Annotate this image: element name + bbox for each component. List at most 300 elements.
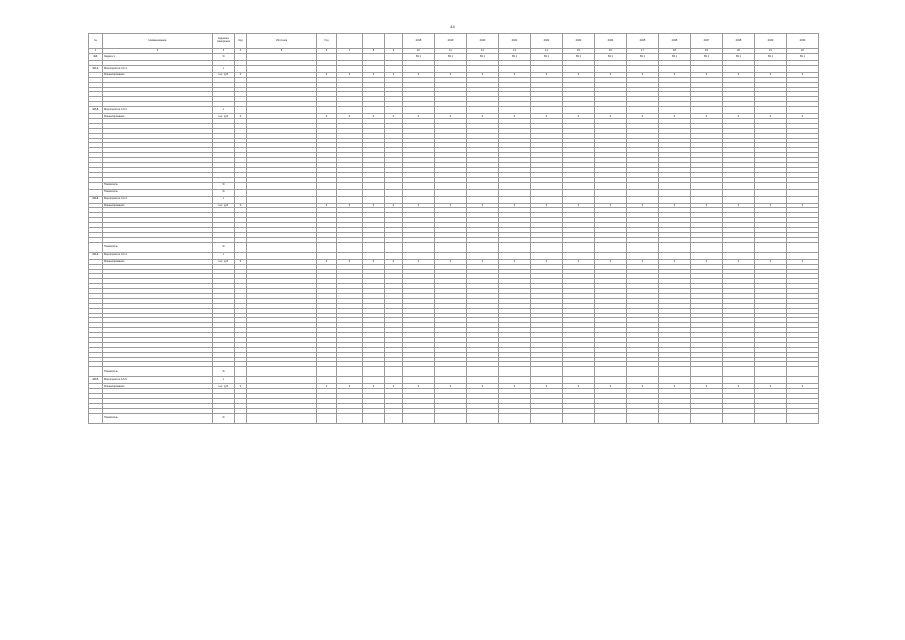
table-cell xyxy=(435,189,467,196)
table-cell: % xyxy=(213,182,235,189)
table-cell xyxy=(467,413,499,423)
table-cell xyxy=(723,65,755,72)
table-cell xyxy=(563,367,595,377)
table-cell: 0 xyxy=(337,114,363,119)
table-cell: 0 xyxy=(235,259,247,264)
table-cell: 0 xyxy=(531,114,563,119)
table-cell: 0 xyxy=(235,72,247,77)
table-cell: х xyxy=(213,252,235,259)
table-cell: 0 xyxy=(435,203,467,208)
table-cell: 4.6.3. xyxy=(89,196,103,203)
table-cell xyxy=(235,196,247,203)
table-cell xyxy=(385,65,403,72)
table-cell xyxy=(247,377,317,384)
table-cell xyxy=(723,189,755,196)
column-header: 2021 xyxy=(499,34,531,49)
table-cell xyxy=(467,242,499,252)
table-cell xyxy=(363,65,385,72)
table-cell xyxy=(235,65,247,72)
column-header: 2018 xyxy=(403,34,435,49)
table-cell xyxy=(691,252,723,259)
table-cell xyxy=(563,252,595,259)
table-cell xyxy=(659,189,691,196)
table-cell xyxy=(403,252,435,259)
table-cell: 0 xyxy=(385,384,403,389)
table-cell xyxy=(787,107,819,114)
table-cell: 0 xyxy=(467,114,499,119)
table-cell: 0 xyxy=(691,259,723,264)
table-cell xyxy=(627,107,659,114)
table-cell xyxy=(89,242,103,252)
table-cell: 0 xyxy=(595,384,627,389)
table-cell: 0 xyxy=(595,203,627,208)
table-cell xyxy=(403,377,435,384)
table-cell xyxy=(403,196,435,203)
page-number: 44 xyxy=(450,24,455,29)
table-cell xyxy=(787,182,819,189)
table-cell xyxy=(403,107,435,114)
table-cell xyxy=(337,367,363,377)
table-cell: 0 xyxy=(317,384,337,389)
table-cell xyxy=(317,413,337,423)
column-number: 8 xyxy=(363,49,385,54)
table-cell: 0 xyxy=(317,114,337,119)
table-cell xyxy=(755,242,787,252)
table-cell xyxy=(363,54,385,61)
table-cell xyxy=(659,367,691,377)
table-cell xyxy=(531,377,563,384)
table-cell xyxy=(435,367,467,377)
table-cell xyxy=(755,182,787,189)
table-row xyxy=(89,182,819,189)
table-row xyxy=(89,242,819,252)
table-cell xyxy=(363,196,385,203)
table-cell xyxy=(563,182,595,189)
table-cell: Задача 1 xyxy=(103,54,213,61)
table-cell xyxy=(787,65,819,72)
table-cell xyxy=(595,196,627,203)
table-cell xyxy=(787,189,819,196)
table-cell xyxy=(755,377,787,384)
table-cell: 0 xyxy=(235,203,247,208)
table-cell xyxy=(563,196,595,203)
table-cell: 0 xyxy=(467,259,499,264)
column-number: 1 xyxy=(89,49,103,54)
table-cell: Показатель xyxy=(103,367,213,377)
table-cell xyxy=(337,242,363,252)
table-cell xyxy=(317,189,337,196)
table-row xyxy=(89,65,819,72)
table-cell xyxy=(659,242,691,252)
table-cell xyxy=(363,189,385,196)
table-cell xyxy=(363,242,385,252)
column-header: 2019 xyxy=(435,34,467,49)
table-cell xyxy=(499,107,531,114)
table-cell xyxy=(531,107,563,114)
table-cell xyxy=(595,242,627,252)
table-cell xyxy=(691,413,723,423)
table-cell: 0 xyxy=(563,384,595,389)
table-cell xyxy=(723,413,755,423)
table-cell: 0 xyxy=(723,203,755,208)
table-cell xyxy=(723,367,755,377)
column-number: 17 xyxy=(627,49,659,54)
table-cell xyxy=(499,252,531,259)
table-cell xyxy=(317,196,337,203)
table-cell xyxy=(627,242,659,252)
table-cell: 0 xyxy=(787,114,819,119)
table-cell: 83,1 xyxy=(435,54,467,61)
table-cell: 0 xyxy=(385,203,403,208)
table-cell xyxy=(467,182,499,189)
table-cell xyxy=(755,252,787,259)
table-cell: 0 xyxy=(531,203,563,208)
table-cell: 0 xyxy=(403,384,435,389)
column-header: № xyxy=(89,34,103,49)
table-cell: 0 xyxy=(691,114,723,119)
table-cell xyxy=(385,413,403,423)
table-cell xyxy=(247,196,317,203)
table-cell xyxy=(235,54,247,61)
table-cell: 83,1 xyxy=(723,54,755,61)
table-row xyxy=(89,252,819,259)
column-number: 14 xyxy=(531,49,563,54)
table-cell: 4.6.1. xyxy=(89,65,103,72)
table-cell: 0 xyxy=(499,114,531,119)
table-cell xyxy=(363,377,385,384)
table-cell xyxy=(499,196,531,203)
table-cell xyxy=(659,252,691,259)
table-cell xyxy=(235,367,247,377)
table-cell xyxy=(317,54,337,61)
table-cell: 0 xyxy=(435,72,467,77)
column-header: 2023 xyxy=(563,34,595,49)
table-cell xyxy=(467,189,499,196)
table-cell xyxy=(89,413,103,423)
table-cell: Финансирование xyxy=(103,384,213,389)
table-cell xyxy=(499,367,531,377)
table-row xyxy=(89,189,819,196)
column-number: 22 xyxy=(787,49,819,54)
column-number: 20 xyxy=(723,49,755,54)
table-cell: 83,1 xyxy=(403,54,435,61)
table-cell: 0 xyxy=(659,114,691,119)
table-cell: 0 xyxy=(595,72,627,77)
table-cell: 0 xyxy=(659,72,691,77)
table-cell xyxy=(723,196,755,203)
table-cell xyxy=(317,182,337,189)
table-cell: 83,1 xyxy=(499,54,531,61)
column-header: 2027 xyxy=(691,34,723,49)
table-cell: 0 xyxy=(723,114,755,119)
table-cell: х xyxy=(213,65,235,72)
table-cell: 0 xyxy=(563,114,595,119)
table-cell: 0 xyxy=(317,203,337,208)
table-cell xyxy=(467,196,499,203)
table-cell xyxy=(385,377,403,384)
table-cell xyxy=(385,182,403,189)
table-cell: Мероприятие 4.6.1. xyxy=(103,65,213,72)
table-cell: 0 xyxy=(499,203,531,208)
table-cell xyxy=(435,252,467,259)
table-cell: Мероприятие 4.6.5. xyxy=(103,377,213,384)
table-cell xyxy=(755,367,787,377)
column-header: Код xyxy=(235,34,247,49)
table-cell xyxy=(531,252,563,259)
table-cell xyxy=(363,107,385,114)
table-cell: % xyxy=(213,189,235,196)
table-cell: 0 xyxy=(563,259,595,264)
table-cell: 0 xyxy=(659,259,691,264)
column-number: 3 xyxy=(213,49,235,54)
table-cell xyxy=(337,107,363,114)
table-cell xyxy=(247,107,317,114)
table-cell: % xyxy=(213,413,235,423)
table-cell: Финансирование xyxy=(103,259,213,264)
table-cell: % xyxy=(213,367,235,377)
table-cell: 0 xyxy=(499,259,531,264)
table-cell xyxy=(723,107,755,114)
table-cell xyxy=(317,107,337,114)
table-cell: Мероприятие 4.6.2. xyxy=(103,107,213,114)
table-cell xyxy=(659,196,691,203)
table-cell: Показатель xyxy=(103,182,213,189)
table-cell: тыс. руб. xyxy=(213,384,235,389)
table-cell xyxy=(337,377,363,384)
table-cell: 0 xyxy=(595,259,627,264)
table-cell xyxy=(247,65,317,72)
table-cell: 0 xyxy=(787,384,819,389)
table-cell xyxy=(247,54,317,61)
table-cell: Показатель xyxy=(103,413,213,423)
column-number: 2 xyxy=(103,49,213,54)
table-cell xyxy=(89,182,103,189)
column-number: 10 xyxy=(403,49,435,54)
table-cell xyxy=(435,413,467,423)
table-cell: Финансирование xyxy=(103,114,213,119)
table-cell: % xyxy=(213,242,235,252)
table-cell xyxy=(691,242,723,252)
table-cell: 0 xyxy=(385,259,403,264)
column-number: 16 xyxy=(595,49,627,54)
table-cell: 0 xyxy=(363,259,385,264)
table-cell: 4.6. xyxy=(89,54,103,61)
table-cell xyxy=(247,252,317,259)
table-cell xyxy=(235,189,247,196)
table-cell xyxy=(337,196,363,203)
table-cell xyxy=(363,367,385,377)
column-number: 13 xyxy=(499,49,531,54)
table-cell xyxy=(563,107,595,114)
table-cell xyxy=(595,182,627,189)
table-cell xyxy=(787,377,819,384)
table-cell xyxy=(317,65,337,72)
column-header: Единица измерения xyxy=(213,34,235,49)
table-cell xyxy=(317,367,337,377)
table-cell xyxy=(337,54,363,61)
table-cell xyxy=(499,182,531,189)
table-cell xyxy=(467,65,499,72)
table-cell xyxy=(659,377,691,384)
table-row xyxy=(89,196,819,203)
table-cell: 0 xyxy=(403,114,435,119)
table-row xyxy=(89,377,819,384)
table-cell xyxy=(467,367,499,377)
table-cell: 0 xyxy=(385,114,403,119)
column-header: Источник xyxy=(247,34,317,49)
table-cell: х xyxy=(213,196,235,203)
table-cell xyxy=(563,189,595,196)
table-cell: 0 xyxy=(659,203,691,208)
table-cell: Финансирование xyxy=(103,72,213,77)
table-cell xyxy=(235,107,247,114)
table-cell xyxy=(247,242,317,252)
table-cell xyxy=(435,196,467,203)
table-cell: 0 xyxy=(385,72,403,77)
column-header: 2022 xyxy=(531,34,563,49)
table-row xyxy=(89,107,819,114)
column-header xyxy=(385,34,403,49)
table-cell xyxy=(595,367,627,377)
table-cell: 0 xyxy=(627,114,659,119)
table-cell xyxy=(235,182,247,189)
table-cell: 0 xyxy=(435,384,467,389)
table-cell xyxy=(563,377,595,384)
table-cell xyxy=(691,65,723,72)
table-cell xyxy=(691,182,723,189)
table-cell: 4.6.2. xyxy=(89,107,103,114)
table-cell xyxy=(531,367,563,377)
table-cell: тыс. руб. xyxy=(213,203,235,208)
table-cell xyxy=(531,413,563,423)
table-cell xyxy=(691,367,723,377)
table-cell xyxy=(363,413,385,423)
table-cell xyxy=(595,65,627,72)
table-cell: 0 xyxy=(755,72,787,77)
table-cell: 4.6.5. xyxy=(89,377,103,384)
column-number: 4 xyxy=(235,49,247,54)
table-cell: 0 xyxy=(787,259,819,264)
table-cell xyxy=(659,65,691,72)
column-number: 6 xyxy=(317,49,337,54)
table-cell: 0 xyxy=(755,259,787,264)
table-cell: 0 xyxy=(723,384,755,389)
table-cell xyxy=(385,189,403,196)
table-cell xyxy=(627,413,659,423)
column-header: 2020 xyxy=(467,34,499,49)
table-cell: тыс. руб. xyxy=(213,259,235,264)
table-cell xyxy=(467,252,499,259)
table-cell xyxy=(723,252,755,259)
table-cell: 0 xyxy=(627,203,659,208)
table-cell: 0 xyxy=(337,203,363,208)
table-cell xyxy=(89,189,103,196)
table-cell: 0 xyxy=(235,114,247,119)
table-cell: 0 xyxy=(531,259,563,264)
table-cell: 0 xyxy=(403,203,435,208)
table-cell xyxy=(627,65,659,72)
table-cell xyxy=(435,65,467,72)
table-cell: 0 xyxy=(787,72,819,77)
table-cell xyxy=(595,189,627,196)
table-cell xyxy=(691,196,723,203)
table-cell: 83,1 xyxy=(691,54,723,61)
table-cell xyxy=(363,252,385,259)
table-cell: 0 xyxy=(595,114,627,119)
column-number: 5 xyxy=(247,49,317,54)
table-cell: х xyxy=(213,107,235,114)
table-cell: 83,1 xyxy=(531,54,563,61)
table-cell: 0 xyxy=(627,72,659,77)
table-cell xyxy=(755,107,787,114)
table-cell: 0 xyxy=(755,114,787,119)
table-cell: 0 xyxy=(337,384,363,389)
column-number: 12 xyxy=(467,49,499,54)
table-cell xyxy=(403,189,435,196)
table-cell xyxy=(247,182,317,189)
table-cell xyxy=(755,65,787,72)
table-cell xyxy=(403,242,435,252)
table-cell xyxy=(627,189,659,196)
table-cell xyxy=(235,242,247,252)
table-cell xyxy=(595,413,627,423)
column-header: 2026 xyxy=(659,34,691,49)
table-cell: 0 xyxy=(435,259,467,264)
table-cell: Мероприятие 4.6.3. xyxy=(103,196,213,203)
column-header: Год xyxy=(317,34,337,49)
table-cell xyxy=(385,107,403,114)
table-cell xyxy=(337,252,363,259)
column-header: 2025 xyxy=(627,34,659,49)
table-cell xyxy=(499,413,531,423)
table-cell: 83,1 xyxy=(563,54,595,61)
column-number: 18 xyxy=(659,49,691,54)
table-cell xyxy=(787,413,819,423)
table-cell: Мероприятие 4.6.4. xyxy=(103,252,213,259)
table-body xyxy=(89,54,819,424)
column-number: 11 xyxy=(435,49,467,54)
column-number: 15 xyxy=(563,49,595,54)
program-table xyxy=(88,33,819,424)
table-cell: 0 xyxy=(787,203,819,208)
table-cell xyxy=(337,65,363,72)
table-row xyxy=(89,367,819,377)
table-cell xyxy=(235,377,247,384)
column-header: 2030 xyxy=(787,34,819,49)
table-cell: 0 xyxy=(403,72,435,77)
table-cell xyxy=(531,242,563,252)
table-cell xyxy=(363,182,385,189)
column-number: 19 xyxy=(691,49,723,54)
table-cell xyxy=(317,377,337,384)
column-header xyxy=(337,34,363,49)
table-cell: 83,1 xyxy=(467,54,499,61)
table-cell xyxy=(403,413,435,423)
table-row xyxy=(89,413,819,423)
table-cell: 0 xyxy=(755,384,787,389)
table-cell xyxy=(385,242,403,252)
table-cell xyxy=(317,252,337,259)
table-cell xyxy=(235,413,247,423)
table-cell: 0 xyxy=(659,384,691,389)
table-cell: 0 xyxy=(317,259,337,264)
table-cell: 0 xyxy=(563,72,595,77)
table-cell xyxy=(531,189,563,196)
table-cell: 0 xyxy=(363,114,385,119)
table-cell xyxy=(627,252,659,259)
table-cell xyxy=(659,107,691,114)
table-cell xyxy=(247,413,317,423)
